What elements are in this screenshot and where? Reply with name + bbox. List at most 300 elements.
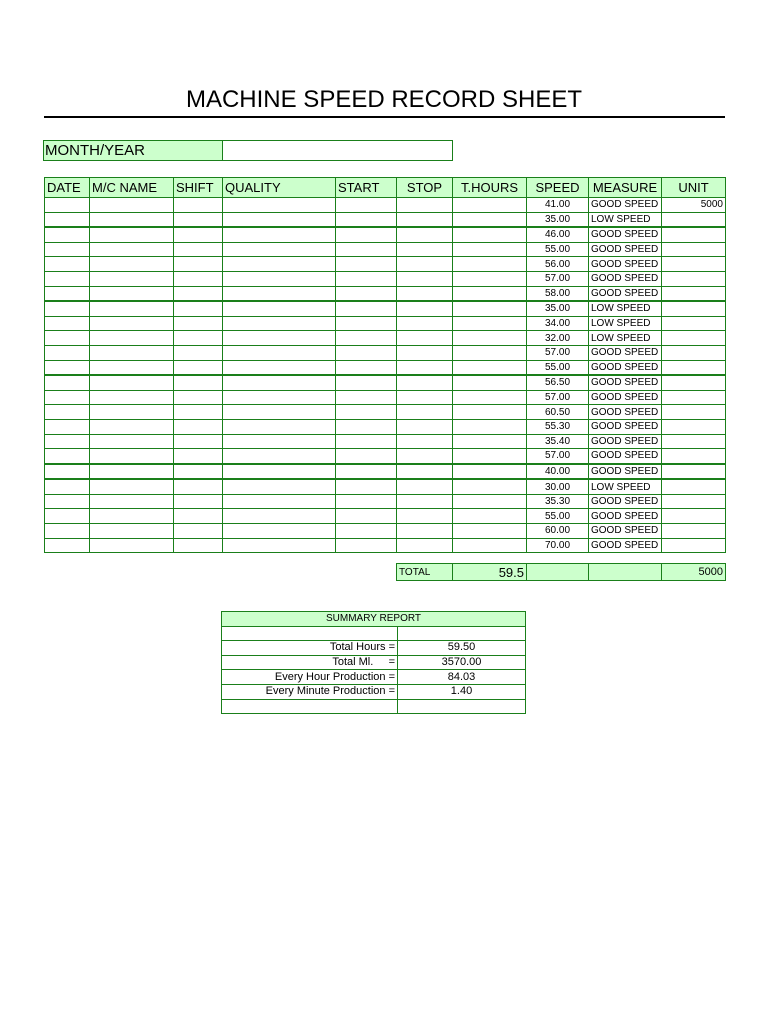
measure-cell[interactable]: GOOD SPEED — [589, 524, 662, 539]
date-cell[interactable] — [45, 345, 90, 360]
measure-cell[interactable]: GOOD SPEED — [589, 419, 662, 434]
mc-name-cell[interactable] — [90, 390, 174, 405]
date-cell[interactable] — [45, 434, 90, 449]
quality-cell[interactable] — [223, 419, 336, 434]
start-cell[interactable] — [336, 286, 397, 301]
unit-cell[interactable] — [662, 390, 726, 405]
quality-cell[interactable] — [223, 494, 336, 509]
start-cell[interactable] — [336, 271, 397, 286]
quality-cell[interactable] — [223, 375, 336, 390]
t-hours-cell[interactable] — [453, 494, 527, 509]
mc-name-cell[interactable] — [90, 242, 174, 257]
measure-cell[interactable]: LOW SPEED — [589, 316, 662, 331]
col-header-stop: STOP — [397, 178, 453, 198]
shift-cell[interactable] — [174, 449, 223, 464]
table-row — [45, 479, 726, 494]
unit-cell[interactable] — [662, 301, 726, 316]
table-row — [45, 538, 726, 553]
mc-name-cell[interactable] — [90, 375, 174, 390]
quality-cell[interactable] — [223, 257, 336, 272]
summary-label-every-hour: Every Hour Production = — [222, 670, 398, 685]
t-hours-cell[interactable] — [453, 509, 527, 524]
start-cell[interactable] — [336, 524, 397, 539]
speed-cell[interactable]: 56.50 — [527, 375, 589, 390]
speed-cell[interactable]: 35.00 — [527, 301, 589, 316]
shift-cell[interactable] — [174, 316, 223, 331]
date-cell[interactable] — [45, 331, 90, 346]
speed-cell[interactable]: 60.00 — [527, 524, 589, 539]
table-row — [45, 509, 726, 524]
stop-cell[interactable] — [397, 271, 453, 286]
measure-cell[interactable]: LOW SPEED — [589, 331, 662, 346]
date-cell[interactable] — [45, 449, 90, 464]
measure-cell[interactable]: GOOD SPEED — [589, 449, 662, 464]
mc-name-cell[interactable] — [90, 271, 174, 286]
table-row — [45, 212, 726, 227]
unit-cell[interactable] — [662, 479, 726, 494]
stop-cell[interactable] — [397, 360, 453, 375]
shift-cell[interactable] — [174, 524, 223, 539]
t-hours-cell[interactable] — [453, 449, 527, 464]
date-cell[interactable] — [45, 271, 90, 286]
summary-label-every-minute: Every Minute Production = — [222, 684, 398, 699]
unit-cell[interactable] — [662, 227, 726, 242]
shift-cell[interactable] — [174, 360, 223, 375]
col-header-unit: UNIT — [662, 178, 726, 198]
measure-cell[interactable]: GOOD SPEED — [589, 405, 662, 420]
shift-cell[interactable] — [174, 257, 223, 272]
stop-cell[interactable] — [397, 390, 453, 405]
mc-name-cell[interactable] — [90, 509, 174, 524]
t-hours-cell[interactable] — [453, 286, 527, 301]
summary-blank-cell[interactable] — [398, 626, 526, 641]
measure-cell[interactable]: GOOD SPEED — [589, 227, 662, 242]
unit-cell[interactable] — [662, 316, 726, 331]
table-row — [45, 494, 726, 509]
t-hours-cell[interactable] — [453, 257, 527, 272]
table-row — [45, 524, 726, 539]
start-cell[interactable] — [336, 419, 397, 434]
table-row — [45, 271, 726, 286]
unit-cell[interactable] — [662, 449, 726, 464]
mc-name-cell[interactable] — [90, 434, 174, 449]
mc-name-cell[interactable] — [90, 257, 174, 272]
measure-cell[interactable]: GOOD SPEED — [589, 390, 662, 405]
start-cell[interactable] — [336, 257, 397, 272]
measure-cell[interactable]: LOW SPEED — [589, 212, 662, 227]
quality-cell[interactable] — [223, 538, 336, 553]
col-header-t-hours: T.HOURS — [453, 178, 527, 198]
measure-cell[interactable]: LOW SPEED — [589, 479, 662, 494]
quality-cell[interactable] — [223, 449, 336, 464]
start-cell[interactable] — [336, 360, 397, 375]
table-row — [45, 198, 726, 213]
unit-cell[interactable] — [662, 524, 726, 539]
col-header-date: DATE — [45, 178, 90, 198]
t-hours-cell[interactable] — [453, 479, 527, 494]
table-row — [45, 286, 726, 301]
date-cell[interactable] — [45, 227, 90, 242]
summary-label-total-ml: Total Ml. = — [222, 655, 398, 670]
col-header-speed: SPEED — [527, 178, 589, 198]
total-unit-value: 5000 — [662, 564, 726, 581]
unit-cell[interactable] — [662, 509, 726, 524]
measure-cell[interactable]: GOOD SPEED — [589, 286, 662, 301]
mc-name-cell[interactable] — [90, 524, 174, 539]
table-row — [45, 257, 726, 272]
quality-cell[interactable] — [223, 390, 336, 405]
shift-cell[interactable] — [174, 479, 223, 494]
start-cell[interactable] — [336, 375, 397, 390]
date-cell[interactable] — [45, 464, 90, 480]
date-cell[interactable] — [45, 419, 90, 434]
shift-cell[interactable] — [174, 286, 223, 301]
speed-cell[interactable]: 58.00 — [527, 286, 589, 301]
mc-name-cell[interactable] — [90, 405, 174, 420]
total-label: TOTAL — [397, 564, 453, 581]
start-cell[interactable] — [336, 242, 397, 257]
quality-cell[interactable] — [223, 509, 336, 524]
mc-name-cell[interactable] — [90, 449, 174, 464]
shift-cell[interactable] — [174, 242, 223, 257]
speed-cell[interactable]: 57.00 — [527, 449, 589, 464]
unit-cell[interactable] — [662, 286, 726, 301]
table-row — [45, 345, 726, 360]
speed-cell[interactable]: 46.00 — [527, 227, 589, 242]
date-cell[interactable] — [45, 524, 90, 539]
quality-cell[interactable] — [223, 227, 336, 242]
summary-report-table — [221, 611, 526, 714]
mc-name-cell[interactable] — [90, 316, 174, 331]
unit-cell[interactable] — [662, 271, 726, 286]
measure-cell[interactable]: GOOD SPEED — [589, 257, 662, 272]
shift-cell[interactable] — [174, 198, 223, 213]
speed-cell[interactable]: 30.00 — [527, 479, 589, 494]
mc-name-cell[interactable] — [90, 198, 174, 213]
unit-cell[interactable] — [662, 375, 726, 390]
date-cell[interactable] — [45, 405, 90, 420]
col-header-mc-name: M/C NAME — [90, 178, 174, 198]
start-cell[interactable] — [336, 301, 397, 316]
t-hours-cell[interactable] — [453, 538, 527, 553]
mc-name-cell[interactable] — [90, 227, 174, 242]
t-hours-cell[interactable] — [453, 212, 527, 227]
mc-name-cell[interactable] — [90, 360, 174, 375]
stop-cell[interactable] — [397, 464, 453, 480]
stop-cell[interactable] — [397, 331, 453, 346]
table-body — [45, 198, 726, 553]
date-cell[interactable] — [45, 509, 90, 524]
table-row — [45, 331, 726, 346]
shift-cell[interactable] — [174, 405, 223, 420]
quality-cell[interactable] — [223, 316, 336, 331]
stop-cell[interactable] — [397, 419, 453, 434]
summary-blank-cell[interactable] — [222, 626, 398, 641]
speed-cell[interactable]: 34.00 — [527, 316, 589, 331]
speed-cell[interactable]: 60.50 — [527, 405, 589, 420]
measure-cell[interactable]: GOOD SPEED — [589, 360, 662, 375]
speed-cell[interactable]: 56.00 — [527, 257, 589, 272]
unit-cell[interactable] — [662, 360, 726, 375]
stop-cell[interactable] — [397, 524, 453, 539]
summary-value-every-minute: 1.40 — [398, 684, 526, 699]
date-cell[interactable] — [45, 479, 90, 494]
summary-value-every-hour: 84.03 — [398, 670, 526, 685]
speed-cell[interactable]: 57.00 — [527, 271, 589, 286]
table-row — [45, 419, 726, 434]
quality-cell[interactable] — [223, 271, 336, 286]
quality-cell[interactable] — [223, 479, 336, 494]
start-cell[interactable] — [336, 345, 397, 360]
month-year-row — [43, 140, 453, 161]
speed-record-table — [44, 177, 726, 553]
summary-blank-cell[interactable] — [222, 699, 398, 714]
t-hours-cell[interactable] — [453, 301, 527, 316]
start-cell[interactable] — [336, 198, 397, 213]
table-row — [45, 449, 726, 464]
t-hours-cell[interactable] — [453, 316, 527, 331]
mc-name-cell[interactable] — [90, 479, 174, 494]
date-cell[interactable] — [45, 360, 90, 375]
stop-cell[interactable] — [397, 509, 453, 524]
stop-cell[interactable] — [397, 479, 453, 494]
total-hours-value: 59.5 — [453, 564, 527, 581]
start-cell[interactable] — [336, 212, 397, 227]
speed-cell[interactable]: 55.00 — [527, 360, 589, 375]
shift-cell[interactable] — [174, 212, 223, 227]
stop-cell[interactable] — [397, 494, 453, 509]
speed-cell[interactable]: 57.00 — [527, 390, 589, 405]
speed-cell[interactable]: 35.40 — [527, 434, 589, 449]
total-measure-cell[interactable] — [589, 564, 662, 581]
stop-cell[interactable] — [397, 227, 453, 242]
stop-cell[interactable] — [397, 375, 453, 390]
date-cell[interactable] — [45, 257, 90, 272]
stop-cell[interactable] — [397, 449, 453, 464]
table-row — [45, 390, 726, 405]
stop-cell[interactable] — [397, 316, 453, 331]
start-cell[interactable] — [336, 405, 397, 420]
measure-cell[interactable]: GOOD SPEED — [589, 242, 662, 257]
unit-cell[interactable] — [662, 494, 726, 509]
stop-cell[interactable] — [397, 345, 453, 360]
stop-cell[interactable] — [397, 434, 453, 449]
date-cell[interactable] — [45, 316, 90, 331]
shift-cell[interactable] — [174, 494, 223, 509]
measure-cell[interactable]: GOOD SPEED — [589, 434, 662, 449]
speed-cell[interactable]: 70.00 — [527, 538, 589, 553]
stop-cell[interactable] — [397, 257, 453, 272]
shift-cell[interactable] — [174, 227, 223, 242]
unit-cell[interactable] — [662, 212, 726, 227]
unit-cell[interactable] — [662, 464, 726, 480]
t-hours-cell[interactable] — [453, 345, 527, 360]
date-cell[interactable] — [45, 212, 90, 227]
shift-cell[interactable] — [174, 538, 223, 553]
measure-cell[interactable]: GOOD SPEED — [589, 538, 662, 553]
quality-cell[interactable] — [223, 464, 336, 480]
shift-cell[interactable] — [174, 345, 223, 360]
date-cell[interactable] — [45, 198, 90, 213]
start-cell[interactable] — [336, 509, 397, 524]
quality-cell[interactable] — [223, 331, 336, 346]
shift-cell[interactable] — [174, 301, 223, 316]
speed-cell[interactable]: 40.00 — [527, 464, 589, 480]
mc-name-cell[interactable] — [90, 212, 174, 227]
t-hours-cell[interactable] — [453, 464, 527, 480]
date-cell[interactable] — [45, 538, 90, 553]
speed-cell[interactable]: 55.00 — [527, 509, 589, 524]
measure-cell[interactable]: GOOD SPEED — [589, 345, 662, 360]
mc-name-cell[interactable] — [90, 464, 174, 480]
shift-cell[interactable] — [174, 419, 223, 434]
speed-cell[interactable]: 55.30 — [527, 419, 589, 434]
mc-name-cell[interactable] — [90, 345, 174, 360]
quality-cell[interactable] — [223, 524, 336, 539]
summary-blank-cell[interactable] — [398, 699, 526, 714]
stop-cell[interactable] — [397, 242, 453, 257]
month-year-label: MONTH/YEAR — [43, 140, 223, 161]
speed-cell[interactable]: 32.00 — [527, 331, 589, 346]
t-hours-cell[interactable] — [453, 227, 527, 242]
table-row — [45, 360, 726, 375]
table-row — [45, 434, 726, 449]
t-hours-cell[interactable] — [453, 524, 527, 539]
speed-cell[interactable]: 35.30 — [527, 494, 589, 509]
table-row — [45, 375, 726, 390]
date-cell[interactable] — [45, 286, 90, 301]
date-cell[interactable] — [45, 494, 90, 509]
summary-report-title: SUMMARY REPORT — [222, 612, 526, 627]
unit-cell[interactable] — [662, 242, 726, 257]
t-hours-cell[interactable] — [453, 390, 527, 405]
stop-cell[interactable] — [397, 538, 453, 553]
start-cell[interactable] — [336, 434, 397, 449]
start-cell[interactable] — [336, 464, 397, 480]
shift-cell[interactable] — [174, 509, 223, 524]
t-hours-cell[interactable] — [453, 375, 527, 390]
stop-cell[interactable] — [397, 212, 453, 227]
totals-row — [396, 563, 726, 581]
measure-cell[interactable]: GOOD SPEED — [589, 198, 662, 213]
unit-cell[interactable]: 5000 — [662, 198, 726, 213]
table-row — [45, 316, 726, 331]
shift-cell[interactable] — [174, 390, 223, 405]
t-hours-cell[interactable] — [453, 419, 527, 434]
unit-cell[interactable] — [662, 538, 726, 553]
start-cell[interactable] — [336, 479, 397, 494]
quality-cell[interactable] — [223, 360, 336, 375]
t-hours-cell[interactable] — [453, 434, 527, 449]
col-header-measure: MEASURE — [589, 178, 662, 198]
start-cell[interactable] — [336, 316, 397, 331]
table-row — [45, 227, 726, 242]
start-cell[interactable] — [336, 390, 397, 405]
quality-cell[interactable] — [223, 242, 336, 257]
start-cell[interactable] — [336, 538, 397, 553]
shift-cell[interactable] — [174, 331, 223, 346]
summary-label-total-hours: Total Hours = — [222, 641, 398, 656]
unit-cell[interactable] — [662, 331, 726, 346]
quality-cell[interactable] — [223, 286, 336, 301]
t-hours-cell[interactable] — [453, 242, 527, 257]
table-row — [45, 301, 726, 316]
shift-cell[interactable] — [174, 464, 223, 480]
start-cell[interactable] — [336, 494, 397, 509]
speed-cell[interactable]: 41.00 — [527, 198, 589, 213]
t-hours-cell[interactable] — [453, 271, 527, 286]
quality-cell[interactable] — [223, 345, 336, 360]
total-speed-cell[interactable] — [527, 564, 589, 581]
measure-cell[interactable]: GOOD SPEED — [589, 271, 662, 286]
date-cell[interactable] — [45, 390, 90, 405]
quality-cell[interactable] — [223, 198, 336, 213]
mc-name-cell[interactable] — [90, 331, 174, 346]
measure-cell[interactable]: GOOD SPEED — [589, 509, 662, 524]
measure-cell[interactable]: GOOD SPEED — [589, 494, 662, 509]
table-row — [45, 242, 726, 257]
col-header-start: START — [336, 178, 397, 198]
measure-cell[interactable]: LOW SPEED — [589, 301, 662, 316]
start-cell[interactable] — [336, 227, 397, 242]
unit-cell[interactable] — [662, 405, 726, 420]
mc-name-cell[interactable] — [90, 286, 174, 301]
title-underline — [44, 116, 725, 118]
t-hours-cell[interactable] — [453, 198, 527, 213]
speed-cell[interactable]: 35.00 — [527, 212, 589, 227]
measure-cell[interactable]: GOOD SPEED — [589, 375, 662, 390]
t-hours-cell[interactable] — [453, 405, 527, 420]
start-cell[interactable] — [336, 449, 397, 464]
t-hours-cell[interactable] — [453, 360, 527, 375]
shift-cell[interactable] — [174, 271, 223, 286]
measure-cell[interactable]: GOOD SPEED — [589, 464, 662, 480]
mc-name-cell[interactable] — [90, 301, 174, 316]
stop-cell[interactable] — [397, 405, 453, 420]
quality-cell[interactable] — [223, 301, 336, 316]
unit-cell[interactable] — [662, 419, 726, 434]
quality-cell[interactable] — [223, 212, 336, 227]
summary-value-total-ml: 3570.00 — [398, 655, 526, 670]
start-cell[interactable] — [336, 331, 397, 346]
quality-cell[interactable] — [223, 434, 336, 449]
date-cell[interactable] — [45, 301, 90, 316]
unit-cell[interactable] — [662, 434, 726, 449]
t-hours-cell[interactable] — [453, 331, 527, 346]
shift-cell[interactable] — [174, 375, 223, 390]
speed-cell[interactable]: 57.00 — [527, 345, 589, 360]
shift-cell[interactable] — [174, 434, 223, 449]
date-cell[interactable] — [45, 375, 90, 390]
mc-name-cell[interactable] — [90, 538, 174, 553]
stop-cell[interactable] — [397, 286, 453, 301]
unit-cell[interactable] — [662, 345, 726, 360]
quality-cell[interactable] — [223, 405, 336, 420]
speed-cell[interactable]: 55.00 — [527, 242, 589, 257]
date-cell[interactable] — [45, 242, 90, 257]
summary-value-total-hours: 59.50 — [398, 641, 526, 656]
table-row — [45, 464, 726, 480]
col-header-shift: SHIFT — [174, 178, 223, 198]
unit-cell[interactable] — [662, 257, 726, 272]
mc-name-cell[interactable] — [90, 494, 174, 509]
page-title: MACHINE SPEED RECORD SHEET — [185, 86, 583, 113]
month-year-value-cell[interactable] — [223, 140, 453, 161]
table-header-row — [45, 178, 726, 198]
stop-cell[interactable] — [397, 301, 453, 316]
stop-cell[interactable] — [397, 198, 453, 213]
mc-name-cell[interactable] — [90, 419, 174, 434]
